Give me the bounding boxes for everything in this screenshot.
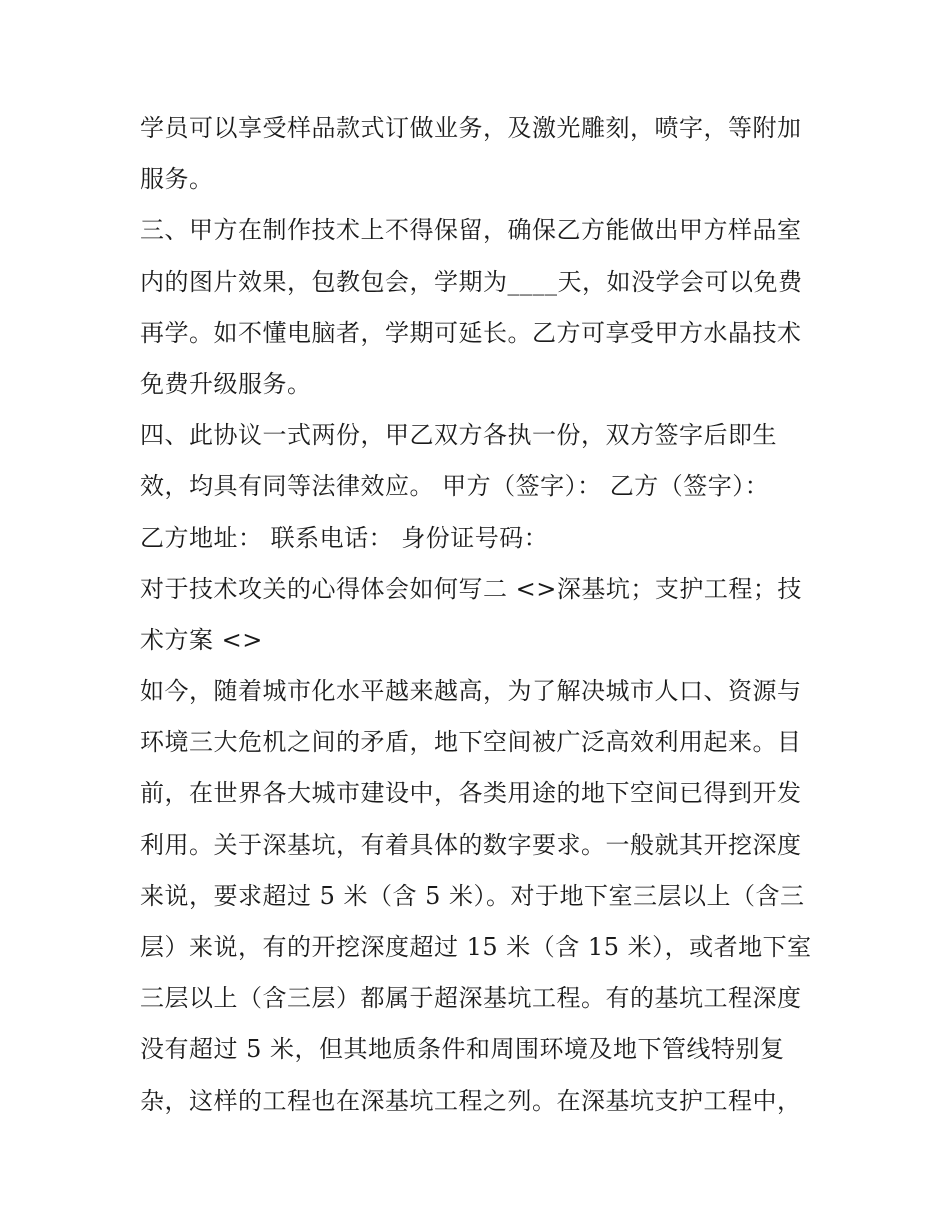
- text-line: 没有超过 5 米，但其地质条件和周围环境及地下管线特别复: [140, 1035, 785, 1064]
- text-line: 杂，这样的工程也在深基坑工程之列。在深基坑支护工程中，: [140, 1086, 802, 1115]
- text-line: 效，均具有同等法律效应。 甲方（签字）： 乙方（签字）：: [140, 472, 770, 501]
- text-line: 服务。: [140, 165, 214, 194]
- text-line: 对于技术攻关的心得体会如何写二 <>深基坑；支护工程；技: [140, 574, 802, 603]
- document-body: [140, 103, 815, 1127]
- text-line: 四、此协议一式两份，甲乙双方各执一份，双方签字后即生: [140, 421, 777, 450]
- text-line: 利用。关于深基坑，有着具体的数字要求。一般就其开挖深度: [140, 830, 802, 859]
- text-line: 再学。如不懂电脑者，学期可延长。乙方可享受甲方水晶技术: [140, 318, 802, 347]
- text-line: 内的图片效果，包教包会，学期为____天，如没学会可以免费: [140, 267, 803, 296]
- text-line: 前，在世界各大城市建设中，各类用途的地下空间已得到开发: [140, 779, 802, 808]
- text-line: 来说，要求超过 5 米（含 5 米）。对于地下室三层以上（含三: [140, 881, 805, 910]
- text-line: 层）来说，有的开挖深度超过 15 米（含 15 米），或者地下室: [140, 933, 812, 961]
- text-line: 乙方地址： 联系电话： 身份证号码：: [140, 523, 549, 552]
- text-line: 免费升级服务。: [140, 369, 312, 398]
- text-line: 环境三大危机之间的矛盾，地下空间被广泛高效利用起来。目: [140, 728, 802, 757]
- text-line: 术方案 <>: [140, 625, 263, 654]
- text-line: 三、甲方在制作技术上不得保留，确保乙方能做出甲方样品室: [140, 216, 802, 245]
- text-line: 学员可以享受样品款式订做业务，及激光雕刻，喷字，等附加: [140, 114, 802, 142]
- text-line: 三层以上（含三层）都属于超深基坑工程。有的基坑工程深度: [140, 984, 802, 1013]
- text-line: 如今，随着城市化水平越来越高，为了解决城市人口、资源与: [140, 677, 802, 706]
